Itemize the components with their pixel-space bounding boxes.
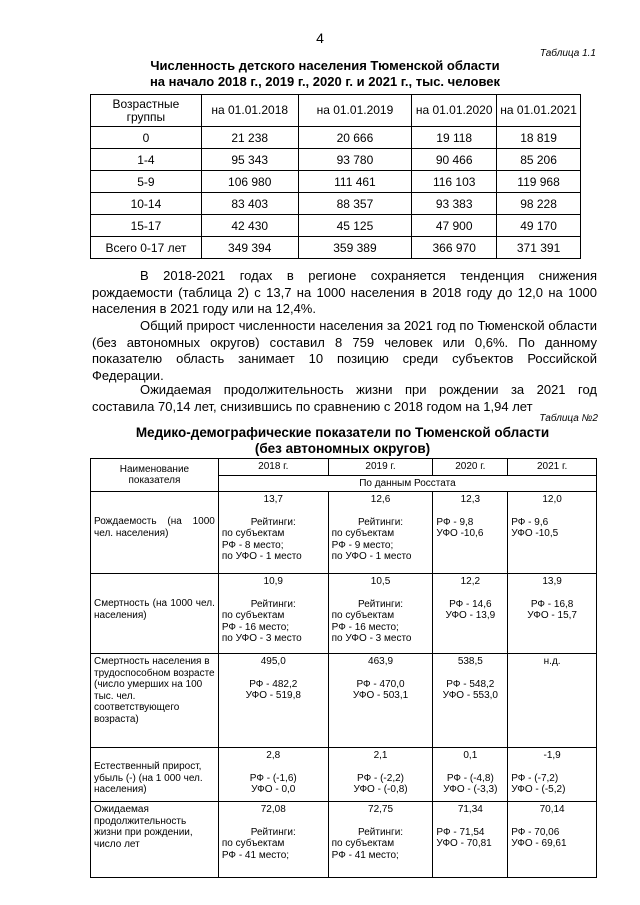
- cell: 45 125: [298, 215, 412, 237]
- detail: РФ - 9,8: [436, 516, 474, 528]
- medical-demographic-table: [90, 458, 597, 878]
- data-source: По данным Росстата: [218, 475, 596, 492]
- table-row-total: [91, 237, 581, 259]
- detail: по УФО - 1 место: [331, 551, 412, 562]
- indicator-name: [91, 802, 219, 878]
- value: 2,1: [373, 750, 388, 761]
- cell: 42 430: [201, 215, 298, 237]
- cell: 20 666: [298, 127, 412, 149]
- rating-label: Рейтинги:: [357, 826, 404, 838]
- cell: 93 780: [298, 149, 412, 171]
- value: 0,1: [463, 750, 478, 761]
- value: -1,9: [543, 750, 561, 761]
- detail: по субъектам: [331, 528, 395, 539]
- cell: [433, 492, 508, 574]
- cell: [218, 748, 328, 802]
- cell: [218, 574, 328, 654]
- value: н.д.: [543, 656, 561, 667]
- cell: [218, 802, 328, 878]
- header-2020: 2020 г.: [433, 459, 508, 476]
- table-row: [91, 574, 597, 654]
- value: 538,5: [457, 656, 483, 667]
- cell: [433, 748, 508, 802]
- cell: 119 968: [497, 171, 581, 193]
- table-row: [91, 127, 581, 149]
- cell: 21 238: [201, 127, 298, 149]
- detail: РФ - 470,0: [356, 678, 405, 690]
- rating-label: Рейтинги:: [250, 826, 296, 838]
- cell: [508, 574, 597, 654]
- detail: РФ - 16 место;: [331, 621, 399, 633]
- cell: [328, 654, 433, 748]
- cell: 18 819: [497, 127, 581, 149]
- indicator-name: [91, 574, 219, 654]
- cell: 1-4: [91, 149, 202, 171]
- detail: РФ - 9 место;: [331, 539, 394, 551]
- detail: УФО - (-0,8): [353, 784, 408, 795]
- detail: УФО - 0,0: [251, 784, 296, 795]
- table-row: [91, 215, 581, 237]
- value: 71,34: [457, 804, 483, 815]
- cell: [433, 574, 508, 654]
- header-2018: 2018 г.: [218, 459, 328, 476]
- detail: по субъектам: [221, 610, 285, 621]
- cell: 116 103: [412, 171, 497, 193]
- rating-label: Рейтинги:: [250, 516, 296, 528]
- indicator-name: [91, 654, 219, 748]
- detail: РФ - 9,6: [511, 516, 549, 528]
- detail: РФ - 41 место;: [221, 849, 290, 861]
- cell: 15-17: [91, 215, 202, 237]
- detail: по субъектам: [221, 838, 285, 849]
- cell: 49 170: [497, 215, 581, 237]
- detail: УФО -10,6: [436, 528, 484, 539]
- table2-title-line1: Медико-демографические показатели по Тюменской области: [135, 425, 550, 440]
- detail: УФО - 553,0: [442, 690, 498, 701]
- indicator-label: Ожидаемая продолжительность жизни при рождении, число лет: [94, 804, 193, 850]
- paragraph-population-growth: Общий прирост численности населения за 2021 год по Тюменской области (без автономных округов) составил 8 759 человек или 0,6%. По данному показателю область занимает 10 позицию среди субъектов Российской Федерации.: [92, 318, 597, 383]
- cell: 88 357: [298, 193, 412, 215]
- table-row: [91, 149, 581, 171]
- detail: по субъектам: [331, 610, 395, 621]
- table-row: [91, 171, 581, 193]
- cell: [218, 654, 328, 748]
- detail: РФ - 41 место;: [331, 849, 399, 861]
- detail: РФ - 8 место;: [221, 539, 284, 551]
- cell: [508, 748, 597, 802]
- cell: 371 391: [497, 237, 581, 259]
- detail: РФ - 482,2: [249, 678, 298, 690]
- indicator-label: Естественный прирост, убыль (-) (на 1 000 чел. населения): [94, 761, 203, 795]
- cell: 349 394: [201, 237, 298, 259]
- detail: УФО - (-3,3): [443, 784, 498, 795]
- cell: 359 389: [298, 237, 412, 259]
- detail: РФ - 16,8: [530, 598, 574, 610]
- cell: 366 970: [412, 237, 497, 259]
- table1-title-line1: Численность детского населения Тюменской области: [150, 58, 500, 73]
- header-indicator-name: Наименование показателя: [91, 459, 219, 492]
- paragraph-birth-rate: В 2018-2021 годах в регионе сохраняется тенденция снижения рождаемости (таблица 2) с 13,7 на 1000 населения в 2018 году до 12,0 на 1000 населения в 2021 году или на 12,4%.: [92, 268, 597, 316]
- rating-label: Рейтинги:: [357, 516, 404, 528]
- header-2020: на 01.01.2020: [412, 95, 497, 127]
- detail: по УФО - 3 место: [221, 633, 302, 644]
- cell: 98 228: [497, 193, 581, 215]
- cell: [433, 802, 508, 878]
- cell: 90 466: [412, 149, 497, 171]
- cell: 83 403: [201, 193, 298, 215]
- value: 10,5: [370, 576, 391, 587]
- value: 2,8: [266, 750, 281, 761]
- value: 12,0: [542, 494, 562, 505]
- table1-title: [90, 58, 560, 90]
- children-population-table: [90, 94, 581, 259]
- indicator-name: [91, 492, 219, 574]
- cell: [508, 492, 597, 574]
- cell: [328, 574, 433, 654]
- cell: [508, 802, 597, 878]
- cell: [328, 492, 433, 574]
- indicator-label: Смертность населения в трудоспособном возрасте (число умерших на 100 тыс. чел. соответствующего возраста): [94, 656, 215, 725]
- cell: 47 900: [412, 215, 497, 237]
- cell: [433, 654, 508, 748]
- value: 13,7: [263, 494, 283, 505]
- detail: РФ - (-4,8): [446, 772, 494, 784]
- cell: 0: [91, 127, 202, 149]
- cell: 5-9: [91, 171, 202, 193]
- detail: УФО - 503,1: [352, 690, 409, 701]
- cell: 111 461: [298, 171, 412, 193]
- header-2021: 2021 г.: [508, 459, 597, 476]
- value: 12,2: [460, 576, 481, 587]
- table-row: [91, 748, 597, 802]
- value: 12,3: [460, 494, 481, 505]
- header-age-groups: Возрастные группы: [91, 95, 202, 127]
- table2-title-line2: (без автономных округов): [254, 441, 431, 456]
- detail: РФ - (-1,6): [249, 772, 297, 784]
- cell: 93 383: [412, 193, 497, 215]
- table-row: [91, 802, 597, 878]
- detail: РФ - 70,06: [511, 826, 560, 838]
- cell: Всего 0-17 лет: [91, 237, 202, 259]
- value: 495,0: [260, 656, 286, 667]
- detail: УФО -10,5: [511, 528, 559, 539]
- detail: по субъектам: [221, 528, 285, 539]
- value: 10,9: [263, 576, 283, 587]
- value: 463,9: [368, 656, 394, 667]
- detail: УФО - 519,8: [245, 690, 301, 701]
- value: 12,6: [370, 494, 391, 505]
- detail: РФ - 16 место;: [221, 621, 290, 633]
- value: 13,9: [542, 576, 562, 587]
- table-header-row: [91, 95, 581, 127]
- table1-title-line2: на начало 2018 г., 2019 г., 2020 г. и 2021 г., тыс. человек: [149, 74, 501, 89]
- detail: по УФО - 1 место: [221, 551, 302, 562]
- header-2021: на 01.01.2021: [497, 95, 581, 127]
- rating-label: Рейтинги:: [357, 598, 404, 610]
- cell: [328, 748, 433, 802]
- detail: УФО - 70,81: [436, 838, 492, 849]
- page-number: 4: [316, 30, 324, 46]
- detail: УФО - 13,9: [445, 610, 496, 621]
- header-2019: 2019 г.: [328, 459, 433, 476]
- value: 72,08: [260, 804, 286, 815]
- table2-label: Таблица №2: [539, 413, 598, 424]
- detail: РФ - (-7,2): [511, 772, 559, 784]
- rating-label: Рейтинги:: [250, 598, 296, 610]
- header-2018: на 01.01.2018: [201, 95, 298, 127]
- table-header-row: [91, 459, 597, 476]
- paragraph-life-expectancy: Ожидаемая продолжительность жизни при рождении за 2021 год составила 70,14 лет, снизившись по сравнению с 2018 годом на 1,94 лет: [92, 382, 597, 414]
- indicator-label: Рождаемость (на 1000 чел. населения): [94, 516, 215, 539]
- table-row: [91, 193, 581, 215]
- cell: 19 118: [412, 127, 497, 149]
- detail: УФО - 15,7: [527, 610, 577, 621]
- cell: 95 343: [201, 149, 298, 171]
- detail: РФ - 548,2: [446, 678, 495, 690]
- detail: РФ - 14,6: [449, 598, 492, 610]
- table-row: [91, 654, 597, 748]
- indicator-name: [91, 748, 219, 802]
- detail: по УФО - 3 место: [331, 633, 412, 644]
- cell: 106 980: [201, 171, 298, 193]
- header-2019: на 01.01.2019: [298, 95, 412, 127]
- detail: РФ - (-2,2): [357, 772, 404, 784]
- table2-title: [90, 425, 595, 457]
- value: 72,75: [368, 804, 394, 815]
- cell: [508, 654, 597, 748]
- cell: 85 206: [497, 149, 581, 171]
- cell: 10-14: [91, 193, 202, 215]
- detail: УФО - (-5,2): [511, 784, 566, 795]
- value: 70,14: [539, 804, 565, 815]
- detail: УФО - 69,61: [511, 838, 567, 849]
- table-row: [91, 492, 597, 574]
- indicator-label: Смертность (на 1000 чел. населения): [94, 598, 215, 621]
- detail: РФ - 71,54: [436, 826, 485, 838]
- table1-label: Таблица 1.1: [539, 48, 596, 59]
- cell: [218, 492, 328, 574]
- cell: [328, 802, 433, 878]
- detail: по субъектам: [331, 838, 395, 849]
